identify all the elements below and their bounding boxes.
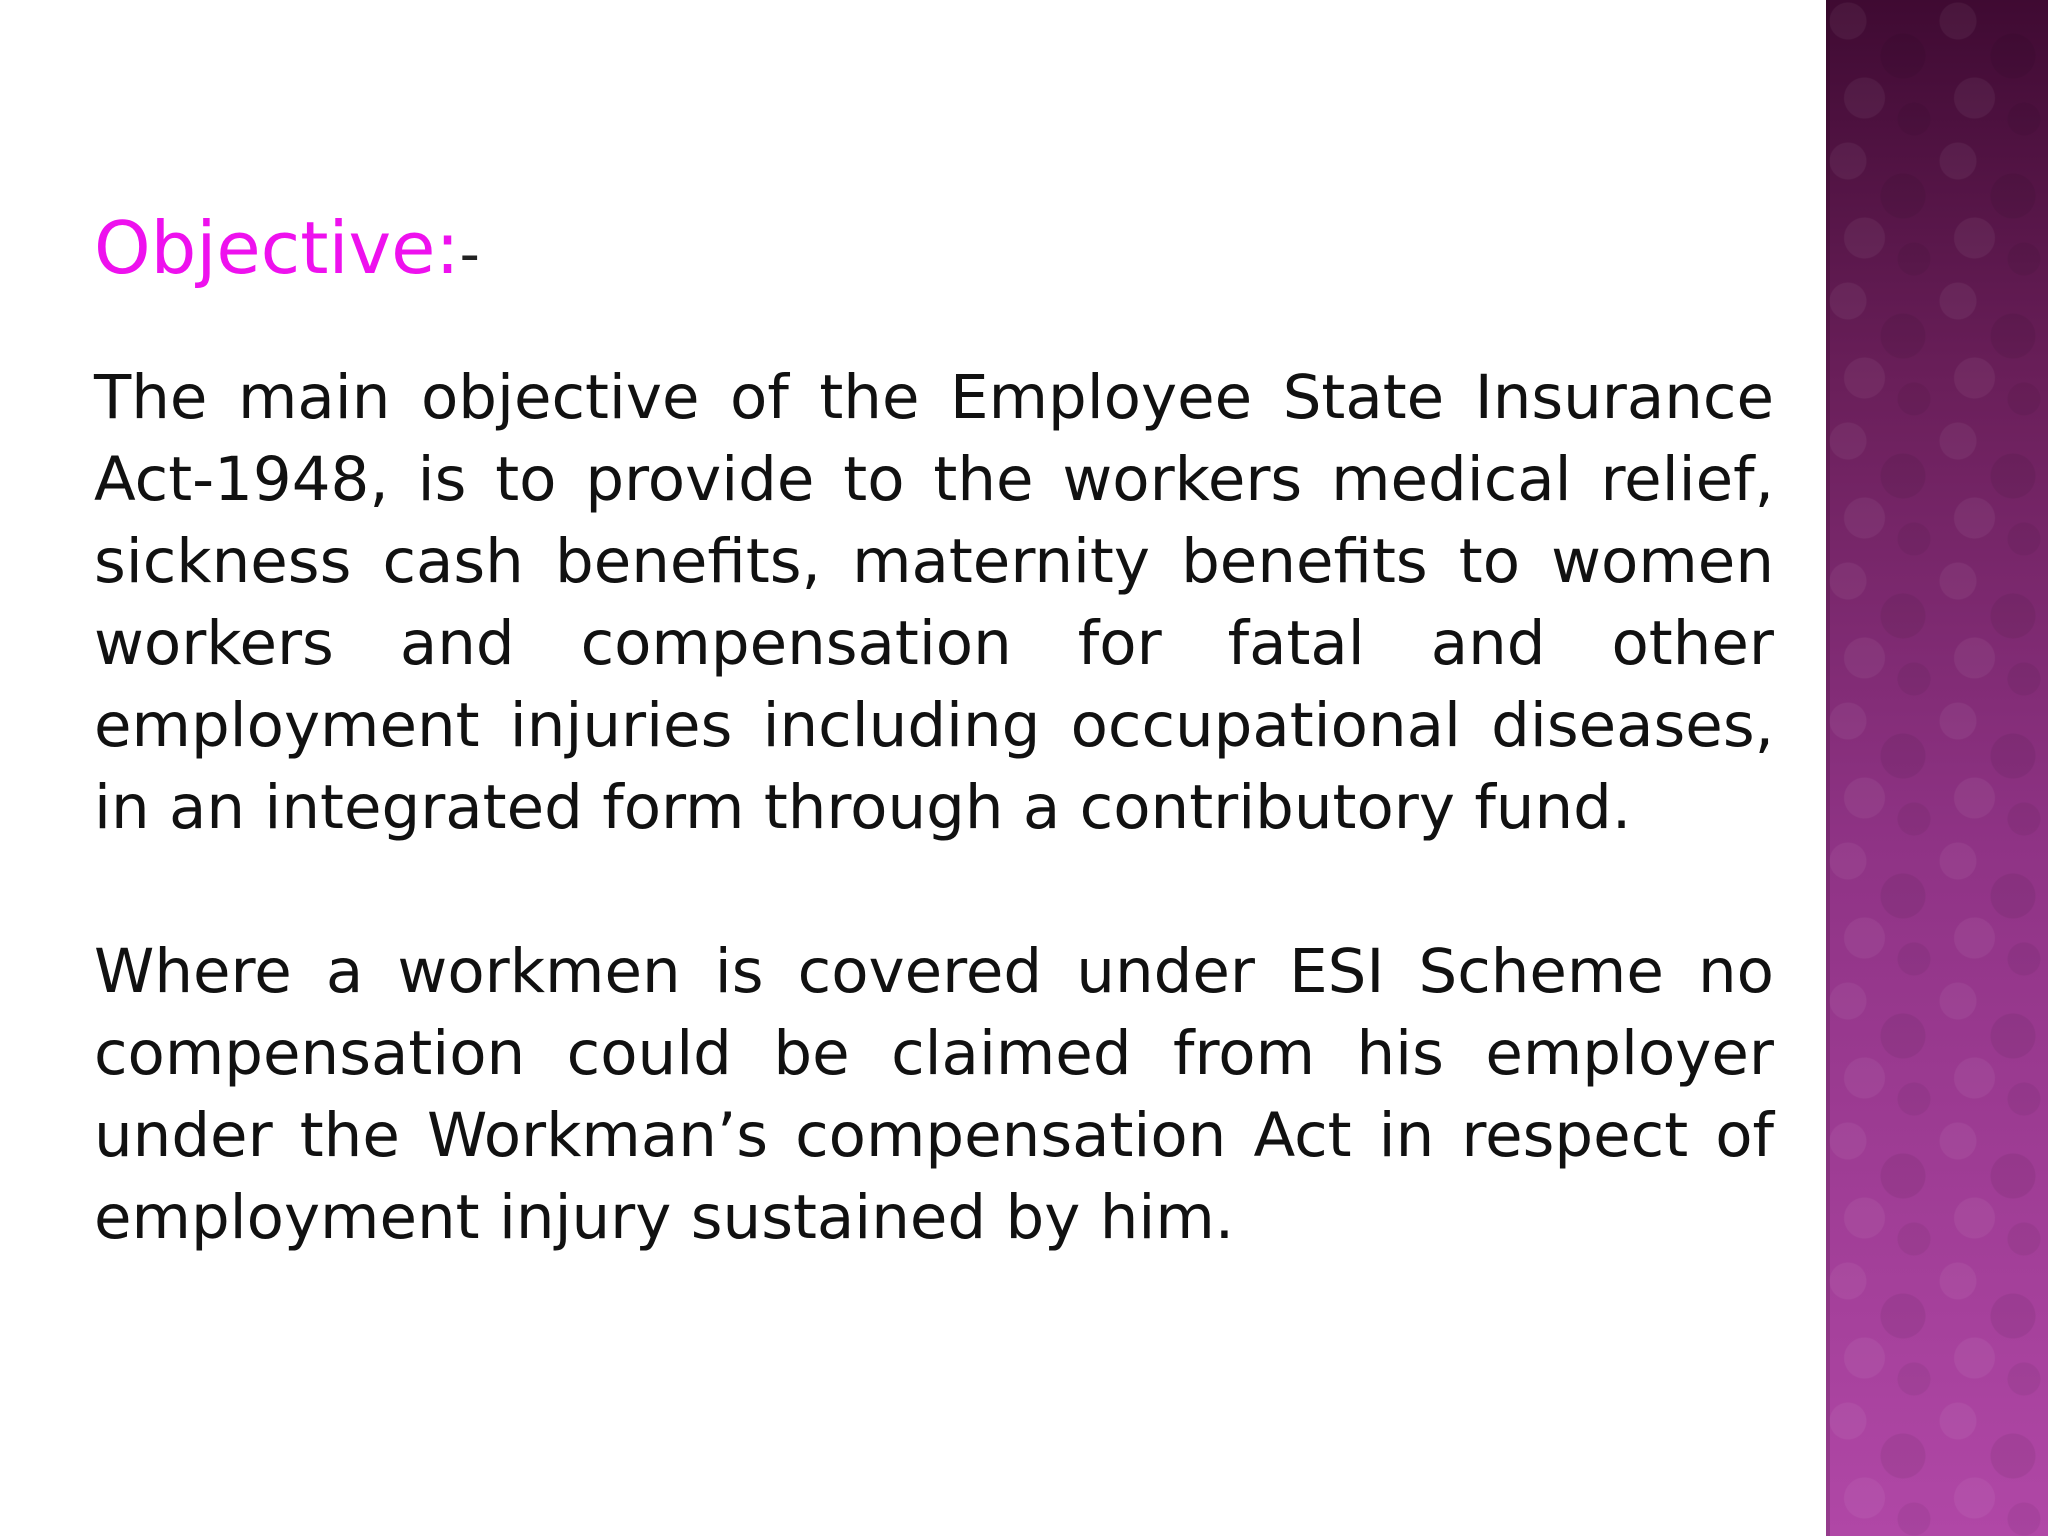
body-paragraph: Where a workmen is covered under ESI Scheme no compensation could be claimed from his employer under the Workman’s compensation Act in respect of employment injury sustained by him. <box>94 936 1774 1253</box>
heading-label: Objective: <box>94 206 460 290</box>
heading-suffix: - <box>459 222 480 287</box>
slide-heading <box>94 202 480 301</box>
slide-body <box>94 357 1774 1259</box>
side-band-texture <box>1826 0 2048 1536</box>
decorative-side-band <box>1826 0 2048 1536</box>
side-band-edge <box>1826 0 1830 1536</box>
body-paragraph: The main objective of the Employee State Insurance Act-1948, is to provide to the workers medical relief, sickness cash benefits, maternity benefits to women workers and compensation for fatal and other employment injuries including occupational diseases, in an integrated form through a contributory fund. <box>94 362 1774 843</box>
